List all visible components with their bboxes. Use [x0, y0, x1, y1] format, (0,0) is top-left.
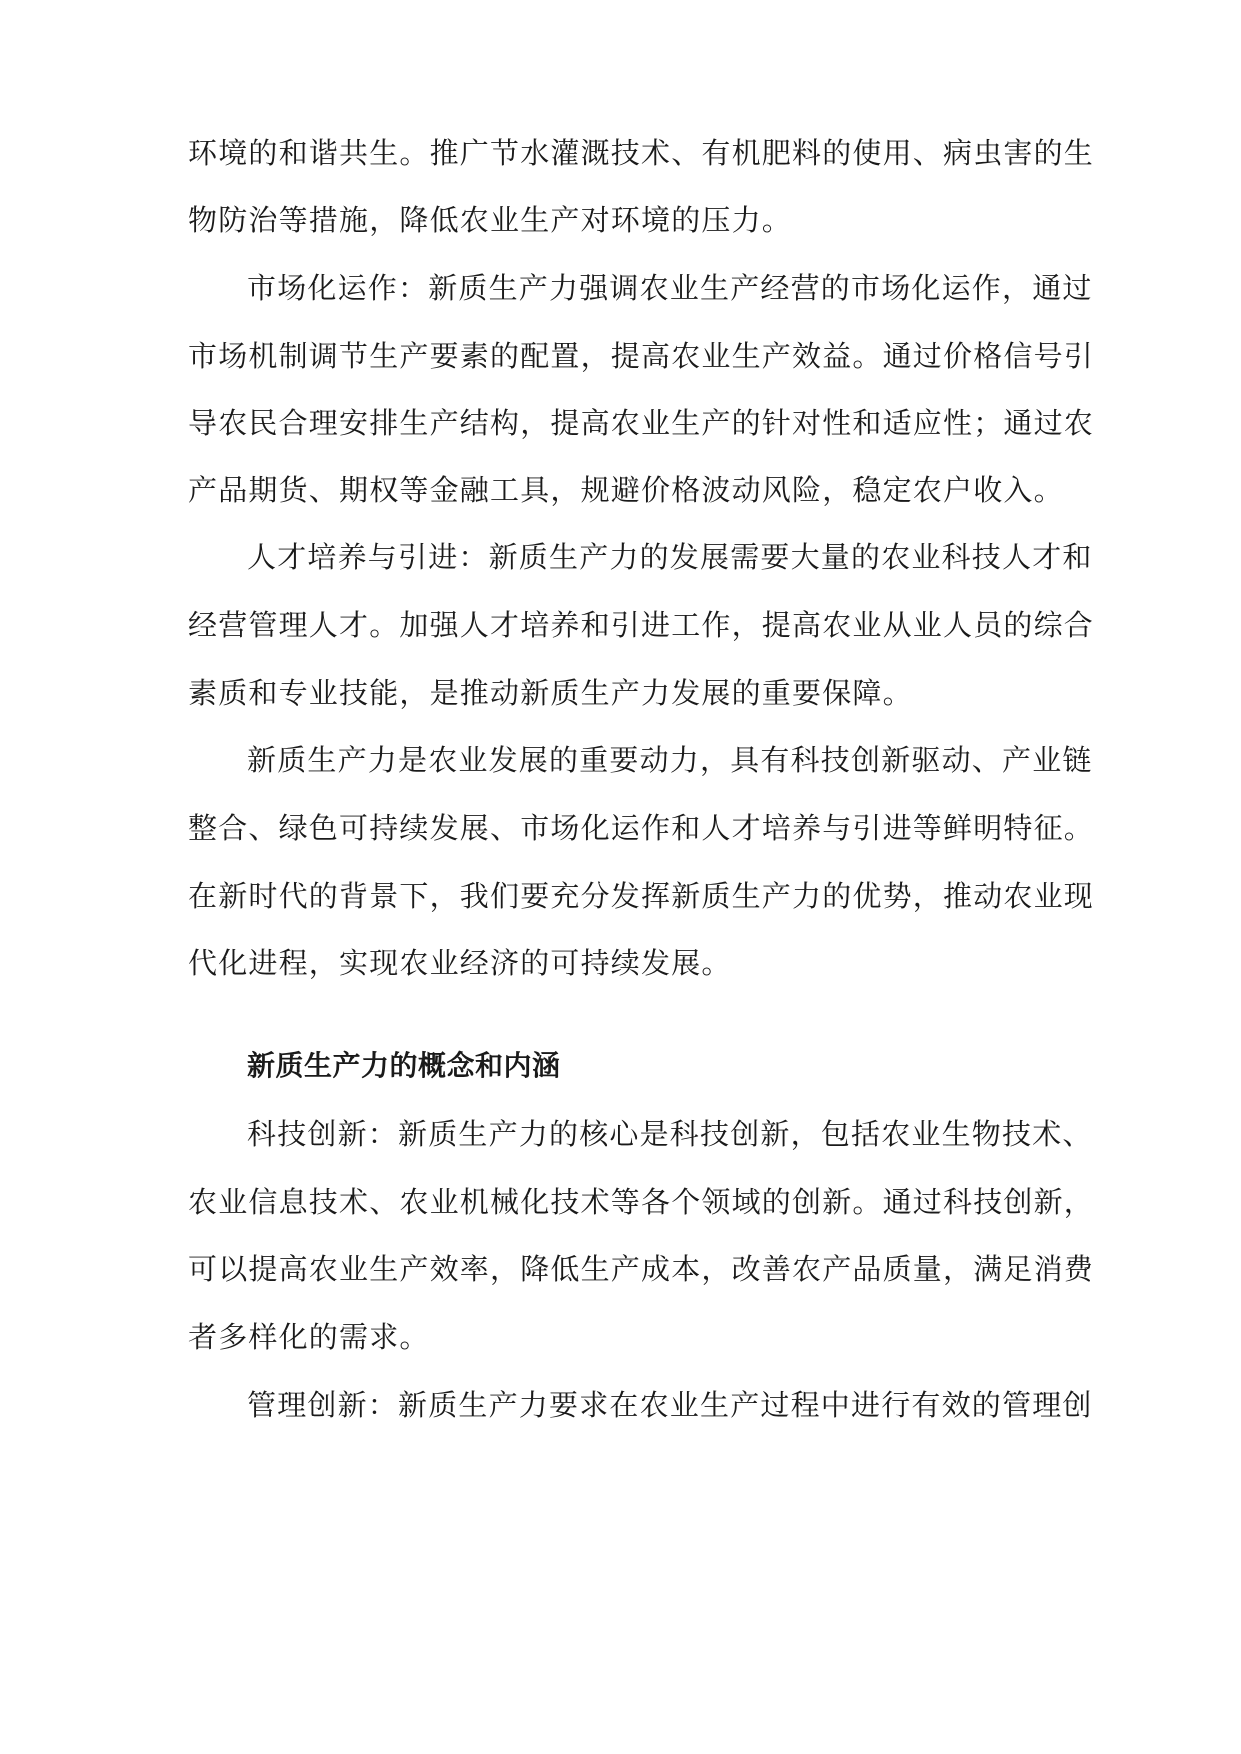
paragraph-line: 在新时代的背景下，我们要充分发挥新质生产力的优势，推动农业现	[188, 879, 1095, 913]
paragraph-line: 整合、绿色可持续发展、市场化运作和人才培养与引进等鲜明特征。	[188, 811, 1095, 845]
paragraph-line: 管理创新：新质生产力要求在农业生产过程中进行有效的管理创	[247, 1388, 1093, 1422]
paragraph-line: 农业信息技术、农业机械化技术等各个领域的创新。通过科技创新，	[188, 1185, 1095, 1219]
paragraph-line: 产品期货、期权等金融工具，规避价格波动风险，稳定农户收入。	[188, 473, 1064, 507]
paragraph-line: 经营管理人才。加强人才培养和引进工作，提高农业从业人员的综合	[188, 608, 1095, 642]
paragraph-line: 导农民合理安排生产结构，提高农业生产的针对性和适应性；通过农	[188, 406, 1095, 440]
section-heading: 新质生产力的概念和内涵	[247, 1049, 561, 1082]
paragraph-line: 环境的和谐共生。推广节水灌溉技术、有机肥料的使用、病虫害的生	[188, 136, 1095, 170]
paragraph-line: 素质和专业技能，是推动新质生产力发展的重要保障。	[188, 676, 913, 710]
paragraph-line: 人才培养与引进：新质生产力的发展需要大量的农业科技人才和	[247, 540, 1093, 574]
paragraph-line: 可以提高农业生产效率，降低生产成本，改善农产品质量，满足消费	[188, 1252, 1095, 1286]
paragraph-line: 科技创新：新质生产力的核心是科技创新，包括农业生物技术、	[247, 1117, 1093, 1151]
paragraph-line: 代化进程，实现农业经济的可持续发展。	[188, 946, 732, 980]
paragraph-line: 者多样化的需求。	[188, 1320, 430, 1354]
paragraph-line: 物防治等措施，降低农业生产对环境的压力。	[188, 203, 793, 237]
paragraph-line: 市场化运作：新质生产力强调农业生产经营的市场化运作，通过	[247, 271, 1093, 305]
paragraph-line: 新质生产力是农业发展的重要动力，具有科技创新驱动、产业链	[247, 743, 1093, 777]
paragraph-line: 市场机制调节生产要素的配置，提高农业生产效益。通过价格信号引	[188, 339, 1095, 373]
